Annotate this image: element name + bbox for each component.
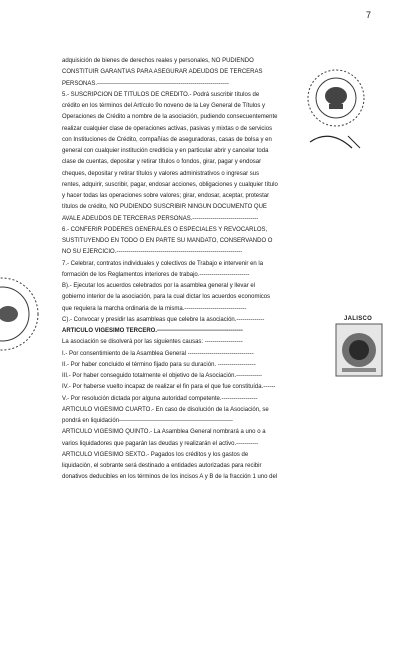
text-line: con Instituciones de Crédito, compañías de aseguradoras, casas de bolsa y en bbox=[62, 136, 272, 143]
text-line: V.- Por resolución dictada por alguna autoridad competente.------------------ bbox=[62, 395, 258, 402]
text-line: II.- Por haber concluido el término fijado para su duración. ------------------- bbox=[62, 361, 256, 368]
text-line: SUSTITUYENDO EN TODO O EN PARTE SU MANDATO, CONSERVANDO O bbox=[62, 238, 273, 244]
text-line: cheques, depositar y retirar títulos y valores administrativos o ingresar sus bbox=[62, 170, 260, 177]
text-line: NO SU EJERCICIO.--------------------------------------------------------------- bbox=[62, 249, 243, 256]
text-line: rentes, adquirir, suscribir, pagar, endosar acciones, obligaciones y cualquier título bbox=[62, 181, 278, 188]
text-line: donativos deducibles en los términos de los incisos A y B de la fracción 1 uno del bbox=[62, 474, 278, 481]
text-line: general con cualquier institución crediticia y en particular abrir y cancelar toda bbox=[62, 148, 269, 154]
document-body bbox=[62, 56, 330, 484]
text-line: crédito en los términos del Artículo 9o noveno de la Ley General de Títulos y bbox=[62, 103, 266, 109]
text-line: gobierno interior de la asociación, para la cual dictar los acuerdos economicos bbox=[62, 294, 271, 301]
text-line: AVALE ADEUDOS DE TERCERAS PERSONAS.--------------------------------- bbox=[62, 215, 259, 222]
side-seal-label: JALISCO bbox=[344, 316, 373, 322]
text-line: liquidación, el sobrante será destinado a entidades autorizadas para recibir bbox=[62, 463, 262, 469]
text-line: varios liquidadores que pagarán las deudas y realizarán el activo.----------- bbox=[62, 440, 259, 447]
text-line: C).- Convocar y presidir las asambleas que celebre la asociación.-------------- bbox=[62, 316, 265, 323]
text-line: ARTICULO VIGESIMO CUARTO.- En caso de disolución de la Asociación, se bbox=[62, 406, 269, 413]
text-line: adquisición de bienes de derechos reales y personales, NO PUDIENDO bbox=[62, 58, 254, 64]
text-line: CONSTITUIR GARANTIAS PARA ASEGURAR ADEUDOS DE TERCERAS bbox=[62, 69, 263, 76]
notary-seal-top-right bbox=[300, 52, 366, 154]
text-line: 7.- Celebrar, contratos individuales y colectivos de Trabajo e intervenir en la bbox=[62, 260, 264, 267]
text-line: PERSONAS.------------------------------------------------------------------ bbox=[62, 80, 229, 87]
notary-seal-left bbox=[0, 272, 44, 356]
text-line: I.- Por consentimiento de la Asamblea General --------------------------------- bbox=[62, 350, 254, 357]
jalisco-seal bbox=[334, 322, 384, 378]
text-line: y hacer todas las operaciones sobre valores; girar, endosar, aceptar, protestar bbox=[62, 193, 270, 199]
text-line: IV.- Por haberse vuelto incapaz de realizar el fin para el que fue constituída.------ bbox=[62, 384, 276, 391]
text-line: III.- Por haber conseguido totalmente el objetivo de la Asociación.------------- bbox=[62, 373, 263, 379]
text-line: ARTICULO VIGESIMO SEXTO.- Pagados los créditos y los gastos de bbox=[62, 451, 249, 458]
text-line: realizar cualquier clase de operaciones activas, pasivas y mixtas o de servicios bbox=[62, 125, 273, 132]
text-line: clase de cuentas, depositar y retirar títulos o fondos, girar, pagar y endosar bbox=[62, 159, 262, 166]
text-line: 5.- SUSCRIPCION DE TITULOS DE CREDITO.- Podrá suscribir títulos de bbox=[62, 91, 260, 98]
page-number: 7 bbox=[366, 10, 372, 20]
text-line: Operaciones de Crédito a nombre de la asociación, pudiendo consecuentemente bbox=[62, 114, 278, 121]
text-line: que requiera la marcha ordinaria de la misma.------------------------------- bbox=[62, 305, 247, 312]
text-line: 6.- CONFERIR PODERES GENERALES O ESPECIALES Y REVOCARLOS, bbox=[62, 226, 268, 233]
text-line: títulos de crédito, NO PUDIENDO SUSCRIBIR NINGUN DOCUMENTO QUE bbox=[62, 204, 267, 211]
text-line: B).- Ejecutar los acuerdos celebrados por la asamblea general y llevar el bbox=[62, 283, 256, 289]
text-line: pondrá en liquidación--------------------------------------------------------- bbox=[62, 418, 233, 424]
text-line: ARTICULO VIGESIMO TERCERO.------------------------------------------- bbox=[62, 328, 243, 334]
text-line: ARTICULO VIGESIMO QUINTO.- La Asamblea General nombrará a uno o a bbox=[62, 429, 266, 436]
text-line: La asociación se disolverá por las siguientes causas: ------------------- bbox=[62, 339, 243, 346]
text-line: formación de los Reglamentos interiores de trabajo.------------------------- bbox=[62, 271, 250, 278]
